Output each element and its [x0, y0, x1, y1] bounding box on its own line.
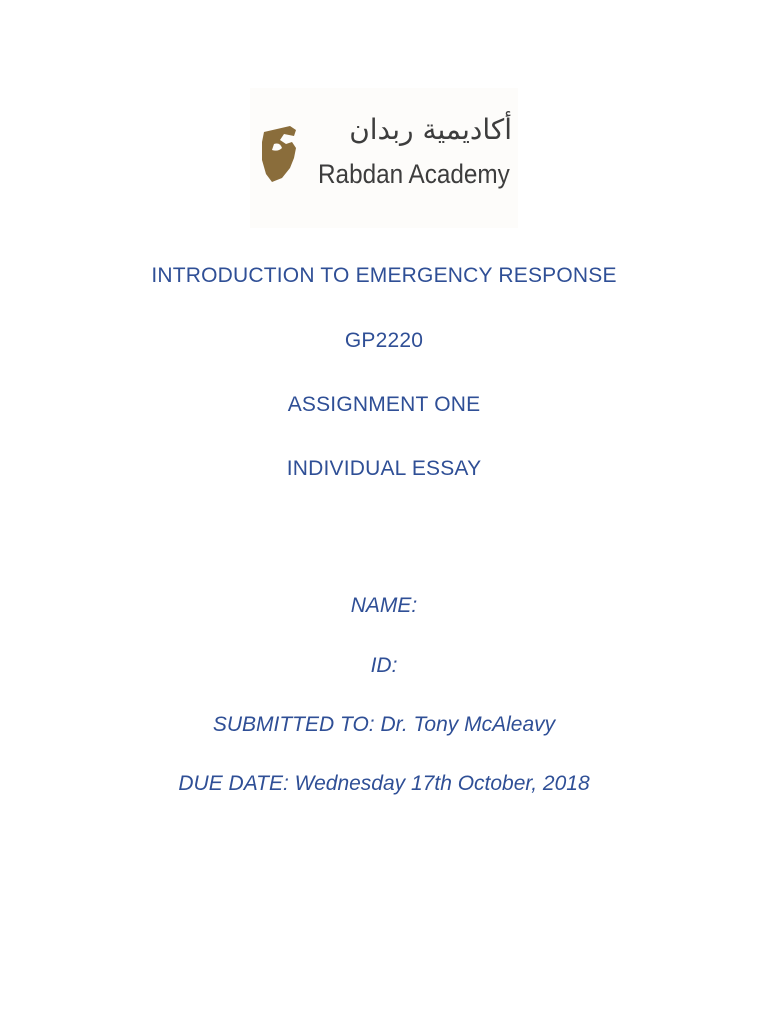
essay-type-label: INDIVIDUAL ESSAY — [286, 457, 482, 480]
student-id-label: ID: — [370, 654, 398, 677]
rabdan-academy-logo — [250, 88, 518, 228]
logo-english-text: Rabdan Academy — [318, 159, 510, 189]
due-date-line: DUE DATE: Wednesday 17th October, 2018 — [178, 772, 590, 795]
logo-arabic-text: أكاديمية ربدان — [349, 113, 512, 146]
rabdan-emblem-icon — [260, 124, 300, 184]
submitted-to-line: SUBMITTED TO: Dr. Tony McAleavy — [212, 713, 556, 736]
student-name-label: NAME: — [350, 594, 418, 617]
course-code: GP2220 — [344, 329, 424, 352]
assignment-label: ASSIGNMENT ONE — [287, 393, 481, 416]
course-title: INTRODUCTION TO EMERGENCY RESPONSE — [151, 264, 617, 287]
